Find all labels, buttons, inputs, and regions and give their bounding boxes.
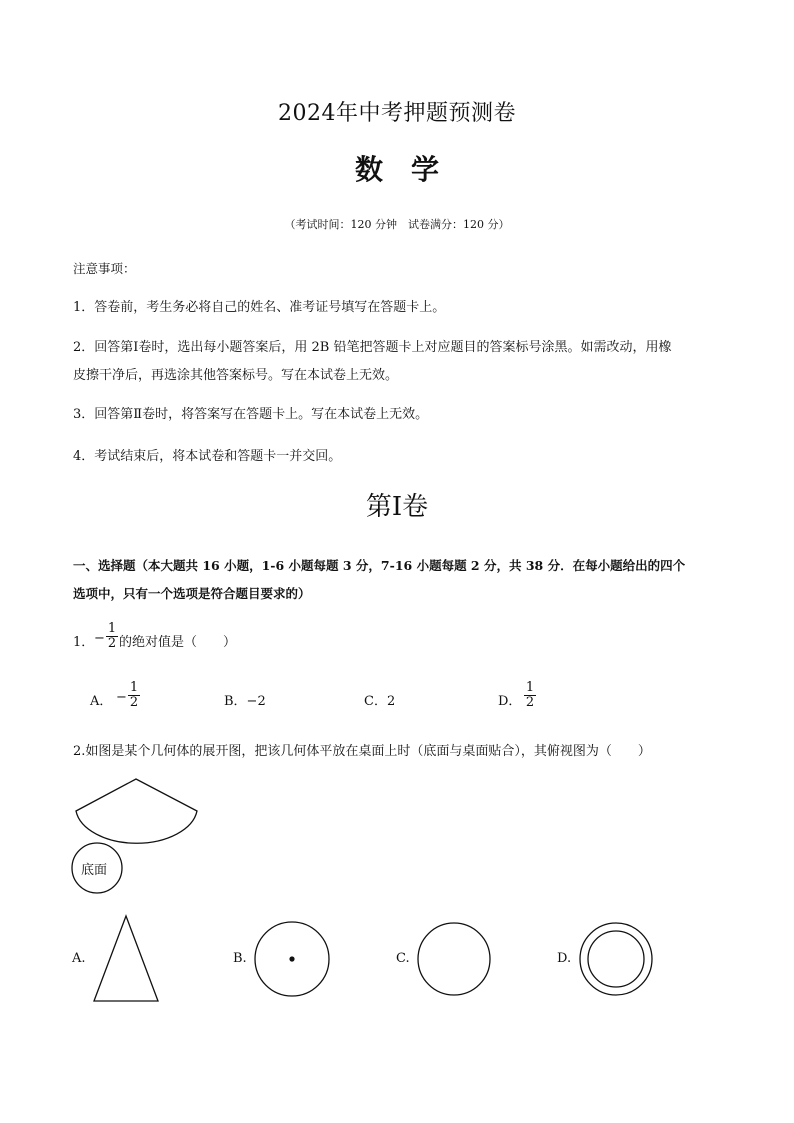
q1-option-a-fraction (128, 681, 140, 710)
q1-option-a-num: 1 (129, 680, 139, 695)
exam-time-info: （考试时间：120 分钟 试卷满分：120 分） (284, 218, 510, 231)
q2-option-a-triangle (90, 912, 162, 1006)
q1-fraction (106, 622, 118, 651)
inner-circle (588, 931, 644, 987)
q1-option-d-label: D． (498, 694, 522, 709)
q1-option-a-minus: − (116, 690, 127, 705)
subject-title: 数学 (354, 153, 467, 186)
q1-option-d-fraction (524, 681, 536, 710)
note-item-4: 4．考试结束后，将本试卷和答题卡一并交回。 (73, 449, 342, 464)
circle-shape (418, 923, 490, 995)
notes-heading: 注意事项： (73, 261, 136, 276)
q2-net-figure (60, 770, 220, 900)
q1-option-a-label: A． (90, 694, 113, 709)
q2-option-b-label: B. (233, 951, 247, 966)
sector-lateral-surface (76, 779, 197, 843)
note-item-1: 1．答卷前，考生务必将自己的姓名、准考证号填写在答题卡上。 (73, 300, 446, 315)
q1-numerator: 1 (107, 621, 117, 636)
q1-stem: 的绝对值是（ ） (119, 635, 237, 650)
section-instructions: 一、选择题（本大题共 16 小题，1-6 小题每题 3 分，7-16 小题每题 2 分，共 38 分．在每小题给出的四个 (73, 558, 686, 573)
section-instructions-cont: 选项中，只有一个选项是符合题目要求的） (73, 586, 311, 601)
exam-title: 2024年中考押题预测卷 (278, 101, 516, 126)
section-title: 第Ⅰ卷 (365, 492, 429, 522)
q2-option-b-circle-with-dot (252, 920, 332, 1000)
note-item-3: 3．回答第Ⅱ卷时，将答案写在答题卡上。写在本试卷上无效。 (73, 407, 429, 422)
q1-minus: − (94, 631, 105, 646)
q1-option-d-num: 1 (525, 680, 535, 695)
note-item-2-cont: 皮擦干净后，再选涂其他答案标号。写在本试卷上无效。 (73, 368, 399, 383)
q2-option-c-label: C. (396, 951, 410, 966)
center-dot (289, 956, 294, 961)
note-item-2: 2．回答第Ⅰ卷时，选出每小题答案后，用 2B 铅笔把答题卡上对应题目的答案标号涂黑。如需改动，用橡 (73, 340, 672, 355)
q2-option-d-label: D. (557, 951, 572, 966)
q1-option-a-den: 2 (129, 695, 139, 710)
q1-option-b: B．−2 (224, 694, 266, 709)
q2-option-c-circle (414, 920, 494, 1000)
base-label: 底面 (81, 863, 108, 878)
outer-circle (580, 923, 652, 995)
q1-option-d-den: 2 (525, 695, 535, 710)
q1-option-c: C．2 (364, 694, 396, 709)
q2-option-d-concentric-circles (578, 920, 658, 1000)
q1-number: 1． (73, 635, 95, 650)
q2-option-a-label: A. (72, 951, 86, 966)
q2-stem: 2.如图是某个几何体的展开图，把该几何体平放在桌面上时（底面与桌面贴合），其俯视图为（ ） (73, 744, 651, 759)
q1-denominator: 2 (107, 636, 117, 651)
triangle-shape (94, 916, 158, 1001)
